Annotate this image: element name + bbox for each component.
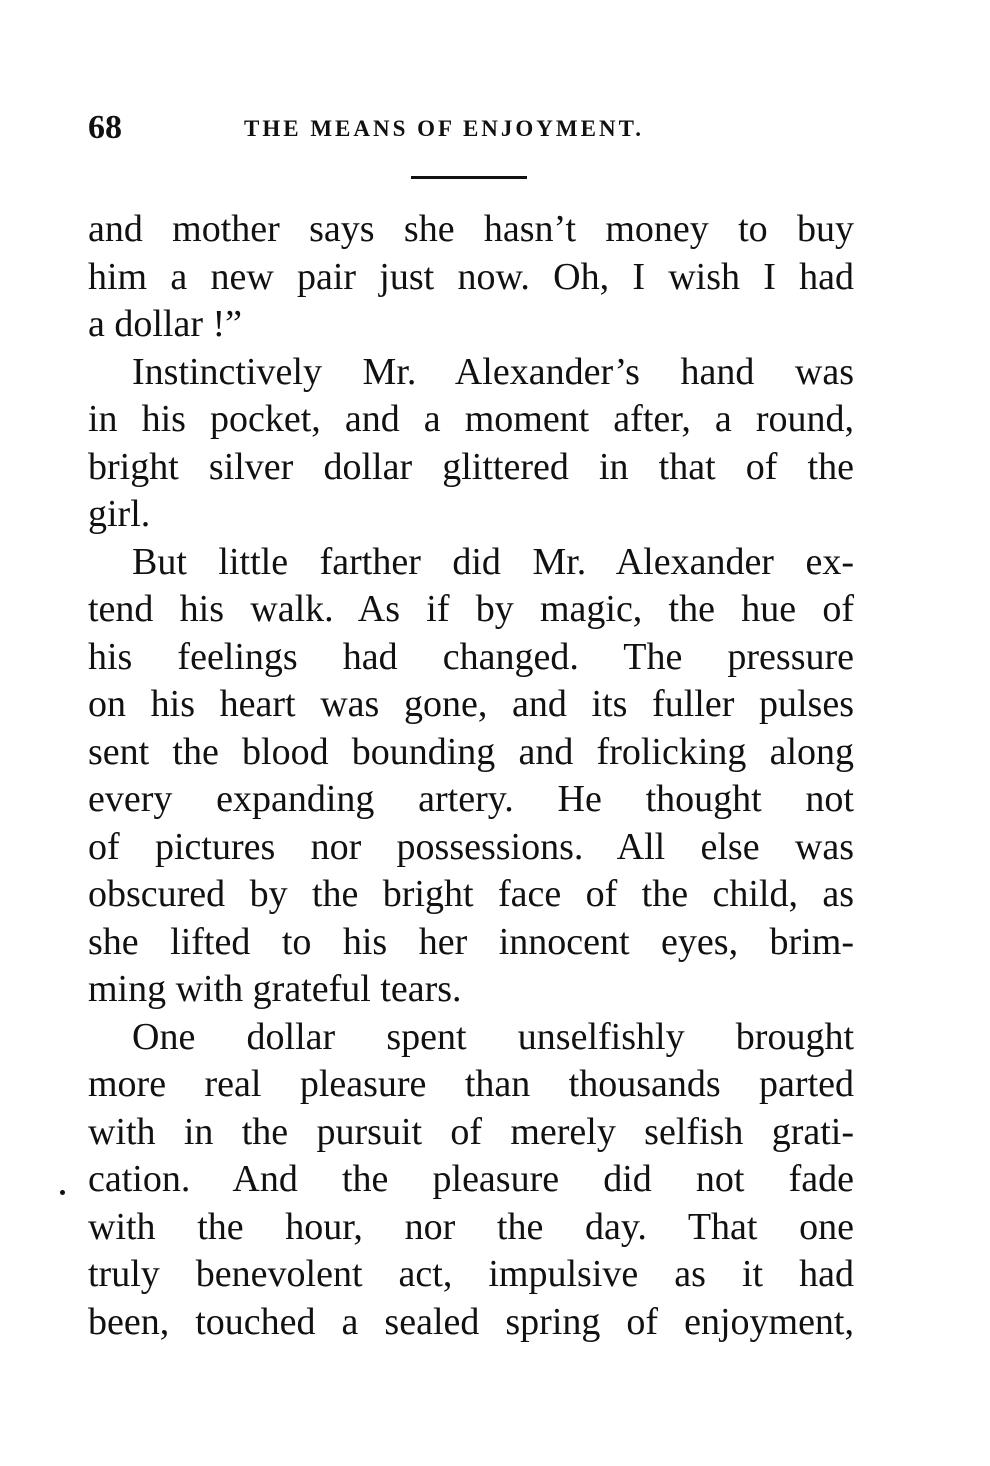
text-line: she lifted to his her innocent eyes, brim- — [88, 920, 854, 963]
text-line: him a new pair just now. Oh, I wish I had — [88, 255, 854, 298]
text-line: more real pleasure than thousands parted — [88, 1063, 854, 1105]
text-line: with in the pursuit of merely selfish grati- — [88, 1110, 854, 1153]
text-line: his feelings had changed. The pressure — [88, 635, 854, 678]
text-line: bright silver dollar glittered in that of the — [88, 445, 854, 488]
text-line: But little farther did Mr. Alexander ex- — [132, 540, 854, 583]
margin-mark — [60, 1190, 65, 1195]
text-line: with the hour, nor the day. That one — [88, 1205, 854, 1248]
text-line: obscured by the bright face of the child, as — [88, 873, 854, 915]
text-line: been, touched a sealed spring of enjoyment, — [88, 1300, 854, 1343]
text-line: on his heart was gone, and its fuller pulses — [88, 683, 854, 725]
running-head — [88, 108, 858, 148]
body-text — [88, 206, 854, 1346]
text-line: cation. And the pleasure did not fade — [88, 1158, 854, 1200]
text-line: Instinctively Mr. Alexander’s hand was — [132, 350, 854, 393]
text-line: One dollar spent unselfishly brought — [132, 1015, 854, 1058]
text-line: every expanding artery. He thought not — [88, 778, 854, 820]
page-number: 68 — [88, 109, 122, 146]
header-rule — [411, 176, 527, 179]
text-line: of pictures nor possessions. All else was — [88, 825, 854, 868]
text-line: sent the blood bounding and frolicking along — [88, 730, 854, 773]
text-line: a dollar !” — [88, 303, 243, 345]
text-line: tend his walk. As if by magic, the hue of — [88, 588, 854, 630]
text-line: and mother says she hasn’t money to buy — [88, 208, 854, 250]
text-line: girl. — [88, 493, 151, 535]
running-title: THE MEANS OF ENJOYMENT. — [244, 116, 644, 141]
text-line: ming with grateful tears. — [88, 968, 462, 1010]
text-line: truly benevolent act, impulsive as it had — [88, 1253, 854, 1295]
text-line: in his pocket, and a moment after, a round, — [88, 398, 854, 440]
